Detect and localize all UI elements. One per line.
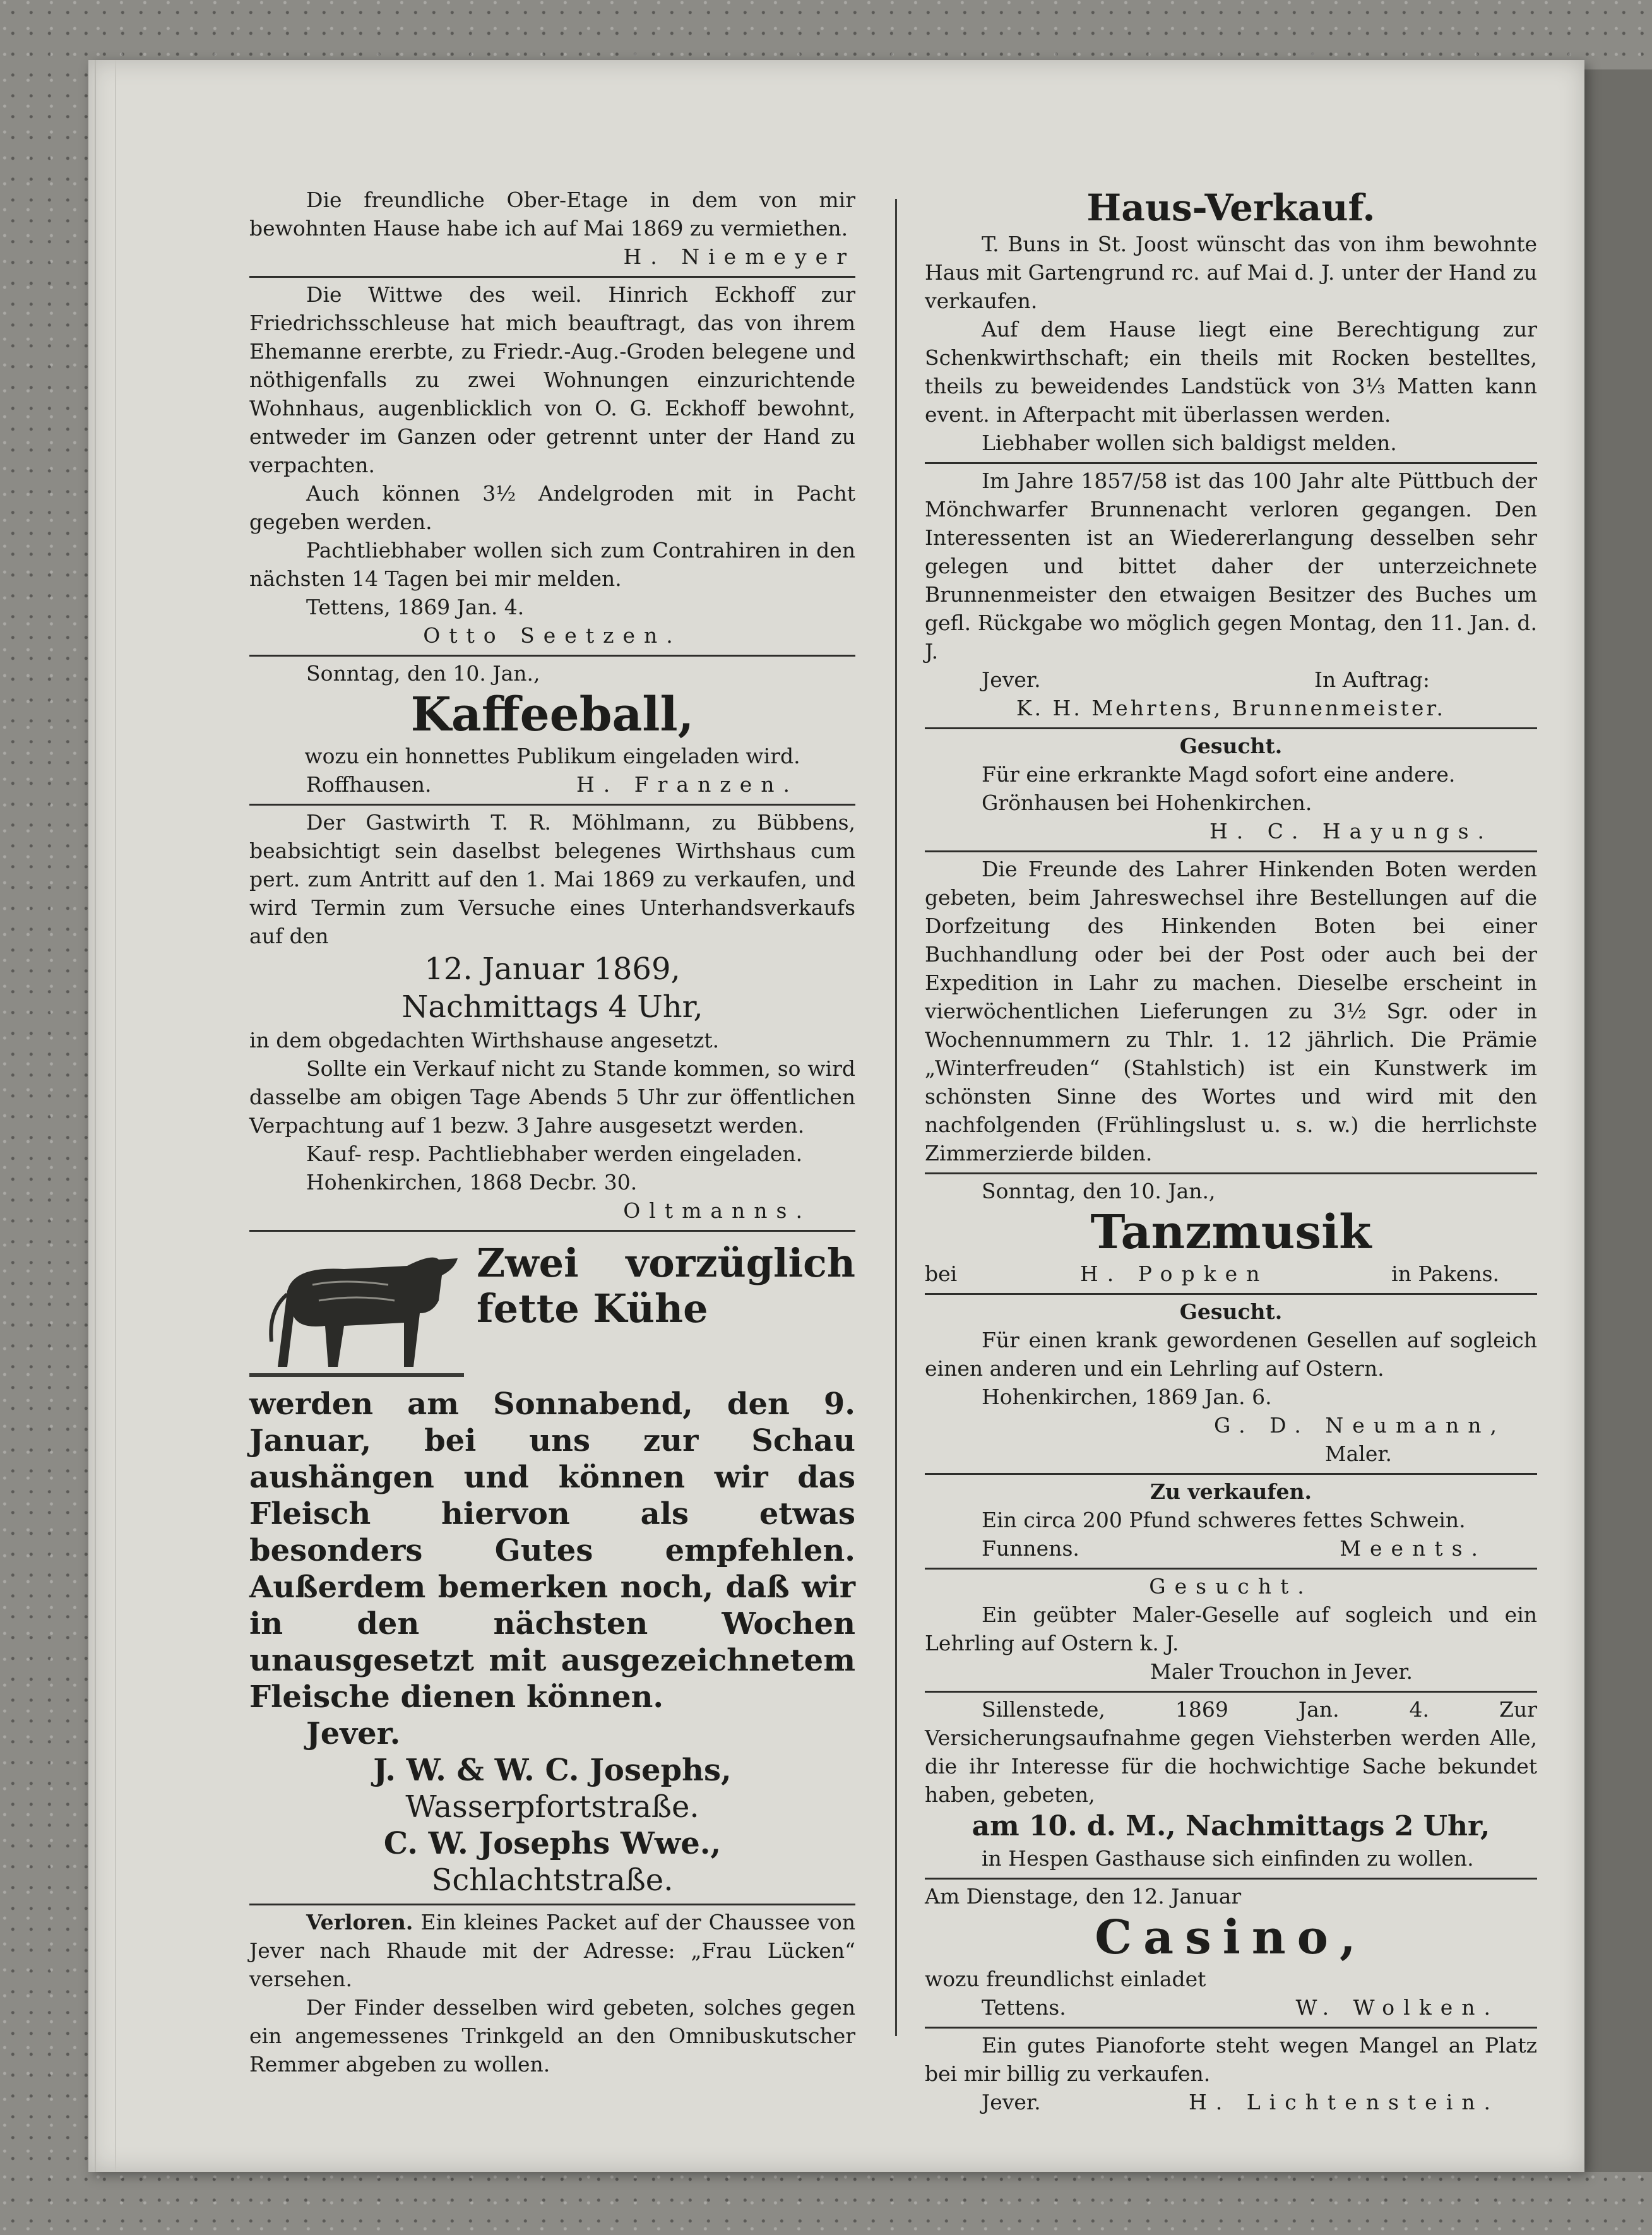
ad-paragraph: Auch können 3½ Andelgroden mit in Pacht gegeben werden. (249, 481, 855, 534)
ad-casino (925, 1880, 1537, 2029)
ad-text: Ein circa 200 Pfund schweres fettes Schwein. (982, 1508, 1466, 1532)
ad-paragraph: T. Buns in St. Joost wünscht das von ihm bewohnte Haus mit Gartengrund rc. auf Mai d. J. unter der Hand zu verkaufen. (925, 232, 1537, 313)
ad-date: Sonntag, den 10. Jan., (306, 661, 540, 686)
ad-lead: Verloren. (306, 1910, 413, 1934)
ad-footer (925, 2088, 1537, 2116)
ad-body: werden am Sonnabend, den 9. Januar, bei uns zur Schau aushängen und können wir das Fleisch hiervon als etwas besonders Gutes empfehlen. Außerdem bemerken noch, daß wir in den nächsten Wochen unausgesetzt mit ausgezeichnetem Fleische dienen können. (249, 1386, 855, 1715)
ad-footer (249, 770, 855, 799)
ad-signature: K. H. Mehrtens, Brunnenmeister. (1016, 696, 1446, 720)
ad-role: Maler. (1324, 1441, 1392, 1466)
ad-fette-kuehe (249, 1232, 855, 1905)
ad-headline: Zwei vorzüglich fette Kühe (477, 1240, 855, 1332)
ad-text: Ein geübter Maler-Geselle auf sogleich und ein Lehrling auf Ostern k. J. (925, 1602, 1537, 1655)
ad-date: Sonntag, den 10. Jan., (982, 1179, 1216, 1203)
ad-title: Kaffeeball, (410, 688, 694, 742)
ad-place: Funnens. (982, 1536, 1079, 1561)
ad-text: wozu ein honnettes Publikum eingeladen wird. (304, 744, 800, 768)
ad-text: Für eine erkrankte Magd sofort eine andere. (982, 762, 1456, 787)
ad-meeting-date: am 10. d. M., Nachmittags 2 Uhr, (972, 1810, 1490, 1842)
ad-auftrag: In Auftrag: (1314, 667, 1430, 692)
ad-puettbuch (925, 464, 1537, 729)
ad-signature: Maler Trouchon in Jever. (1150, 1659, 1413, 1684)
ad-street: Wasserpfortstraße. (405, 1789, 699, 1825)
ad-signature: Oltmanns. (623, 1198, 811, 1223)
ad-signature: H. Lichtenstein. (1188, 2090, 1499, 2114)
page-gutter (95, 60, 116, 2172)
ad-schwein (925, 1475, 1537, 1570)
ad-signature: W. Wolken. (1295, 1995, 1499, 2020)
ad-text: Ein gutes Pianoforte steht wegen Mangel an Platz bei mir billig zu verkaufen. (925, 2033, 1537, 2086)
ad-date: Am Dienstage, den 12. Januar (925, 1884, 1242, 1909)
ad-paragraph: Ein kleines Packet auf der Chaussee von Jever nach Rhaude mit der Adresse: „Frau Lücken“ versehen. (249, 1910, 856, 1991)
ad-footer (925, 665, 1537, 694)
ad-paragraph: Liebhaber wollen sich baldigst melden. (982, 431, 1397, 455)
ad-place: Jever. (982, 2090, 1041, 2114)
ad-paragraph: in Hespen Gasthause sich einfinden zu wollen. (982, 1846, 1474, 1871)
ad-firm: J. W. & W. C. Josephs, (373, 1753, 732, 1788)
ad-paragraph: Der Gastwirth T. R. Möhlmann, zu Bübbens, beabsichtigt sein daselbst belegenes Wirthshaus cum pert. zum Antritt auf den 1. Mai 1869 zu verkaufen, und wird Termin zum Versuche eines Unterhandsverkaufs auf den (249, 810, 855, 948)
ad-place: Grönhausen bei Hohenkirchen. (982, 790, 1312, 815)
ad-title: Tanzmusik (1090, 1205, 1372, 1260)
ad-bei: bei (925, 1261, 958, 1286)
ad-place-date: Hohenkirchen, 1869 Jan. 6. (982, 1385, 1272, 1409)
ad-heading: Gesucht. (1179, 1299, 1283, 1324)
cow-illustration (249, 1241, 464, 1386)
ad-haus-verkauf (925, 183, 1537, 464)
ad-signature: H. Franzen. (576, 772, 799, 797)
ad-hinkender-bote (925, 852, 1537, 1174)
ad-heading: Zu verkaufen. (1150, 1479, 1312, 1504)
ad-text: Für einen krank gewordenen Gesellen auf sogleich einen anderen und ein Lehrling auf Ostern. (925, 1328, 1537, 1381)
ad-place-date: Hohenkirchen, 1868 Decbr. 30. (306, 1170, 638, 1195)
ad-firm: C. W. Josephs Wwe., (383, 1826, 722, 1861)
ad-paragraph: Die Wittwe des weil. Hinrich Eckhoff zur Friedrichsschleuse hat mich beauftragt, das von ihrem Ehemanne ererbte, zu Friedr.-Aug.-Groden belegene und nöthigenfalls zu zwei Wohnungen einzurichtende Wohnhaus, augenblicklich von O. G. Eckhoff bewohnt, entweder im Ganzen oder getrennt unter der Hand zu verpachten. (249, 282, 855, 477)
ad-place: in Pakens. (1391, 1261, 1499, 1286)
ad-place: Roffhausen. (306, 772, 432, 797)
ad-signature: H. C. Hayungs. (1209, 819, 1493, 843)
right-column (925, 183, 1537, 2121)
column-divider (895, 199, 897, 2036)
ad-wirthshaus-verkauf (249, 806, 855, 1232)
ad-paragraph: Der Finder desselben wird gebeten, solches gegen ein angemessenes Trinkgeld an den Omnibuskutscher Remmer abgeben zu wollen. (249, 1995, 855, 2077)
ad-heading: Gesucht. (1179, 734, 1283, 758)
ad-signature: Meents. (1340, 1536, 1487, 1561)
ad-title: Casino, (1095, 1910, 1367, 1965)
ad-text: Die freundliche Ober-Etage in dem von mir bewohnten Hause habe ich auf Mai 1869 zu vermiethen. (249, 188, 855, 241)
ad-gesucht-geselle (925, 1295, 1537, 1475)
ad-signature: H. Popken (1079, 1261, 1269, 1286)
ad-footer (925, 1534, 1537, 1563)
ad-gesucht-magd (925, 729, 1537, 852)
ad-footer (925, 1260, 1537, 1288)
ad-signature: Otto Seetzen. (423, 623, 682, 648)
ad-pianoforte (925, 2029, 1537, 2121)
ad-paragraph: Sillenstede, 1869 Jan. 4. Zur Versicherungsaufnahme gegen Viehsterben werden Alle, die ihr Interesse für die hochwichtige Sache bekundet haben, gebeten, (925, 1697, 1537, 1807)
ad-kaffeeball (249, 657, 855, 806)
ad-paragraph: Pachtliebhaber wollen sich zum Contrahiren in den nächsten 14 Tagen bei mir melden. (249, 538, 855, 591)
cow-header (249, 1234, 855, 1386)
ad-verloren (249, 1905, 855, 2083)
ad-ober-etage (249, 183, 855, 278)
ad-signature: H. Niemeyer (623, 244, 855, 269)
ad-gesucht-maler (925, 1570, 1537, 1693)
ad-signature: G. D. Neumann, (1213, 1413, 1506, 1438)
ad-text: Die Freunde des Lahrer Hinkenden Boten werden gebeten, beim Jahreswechsel ihre Bestellungen auf die Dorfzeitung des Hinkenden Boten bei einer Buchhandlung oder bei der Post oder auch bei der Expedition in Lahr zu machen. Dieselbe erscheint in vierwöchentlichen Lieferungen zu 3½ Sgr. oder in Wochennummern zu Thlr. 1. 12 jährlich. Die Prämie „Winterfreuden“ (Stahlstich) ist ein Kunstwerk im schönsten Sinne des Wortes und wird mit den nachfolgenden (Frühlingslust u. s. w.) die herrlichste Zimmerzierde bilden. (925, 857, 1537, 1165)
ad-viehsterben (925, 1693, 1537, 1880)
ad-paragraph: Im Jahre 1857/58 ist das 100 Jahr alte Püttbuch der Mönchwarfer Brunnenacht verloren gegangen. Den Interessenten ist an Wiedererlangung desselben sehr gelegen und bittet daher der unterzeichnete Brunnenmeister den etwaigen Besitzer des Buches um gefl. Rückgabe wo möglich gegen Montag, den 11. Jan. d. J. (925, 468, 1537, 664)
ad-heading: Gesucht. (1149, 1574, 1313, 1599)
ad-place: Jever. (306, 1716, 401, 1751)
left-column (249, 183, 855, 2083)
ad-tanzmusik (925, 1174, 1537, 1295)
ad-street: Schlachtstraße. (431, 1862, 674, 1898)
ad-text: wozu freundlichst einladet (925, 1967, 1206, 1991)
ad-eckhoff-wohnhaus (249, 278, 855, 657)
ad-auction-time: Nachmittags 4 Uhr, (401, 989, 703, 1025)
ad-place-date: Tettens, 1869 Jan. 4. (306, 595, 525, 619)
ad-paragraph: Auf dem Hause liegt eine Berechtigung zur Schenkwirthschaft; ein theils mit Rocken bestelltes, theils zu beweidendes Landstück von 3⅓ Matten kann event. in Afterpacht mit überlassen werden. (925, 317, 1537, 427)
ad-place: Tettens. (982, 1995, 1066, 2020)
ad-footer (925, 1993, 1537, 2022)
ad-paragraph: Kauf- resp. Pachtliebhaber werden eingeladen. (306, 1141, 803, 1166)
ad-paragraph: in dem obgedachten Wirthshause angesetzt. (249, 1028, 720, 1052)
ad-title: Haus-Verkauf. (1086, 186, 1376, 229)
ad-place: Jever. (982, 667, 1041, 692)
ad-paragraph: Sollte ein Verkauf nicht zu Stande kommen, so wird dasselbe am obigen Tage Abends 5 Uhr zur öffentlichen Verpachtung auf 1 bezw. 3 Jahre ausgesetzt werden. (249, 1056, 855, 1138)
ad-auction-date: 12. Januar 1869, (424, 951, 680, 987)
